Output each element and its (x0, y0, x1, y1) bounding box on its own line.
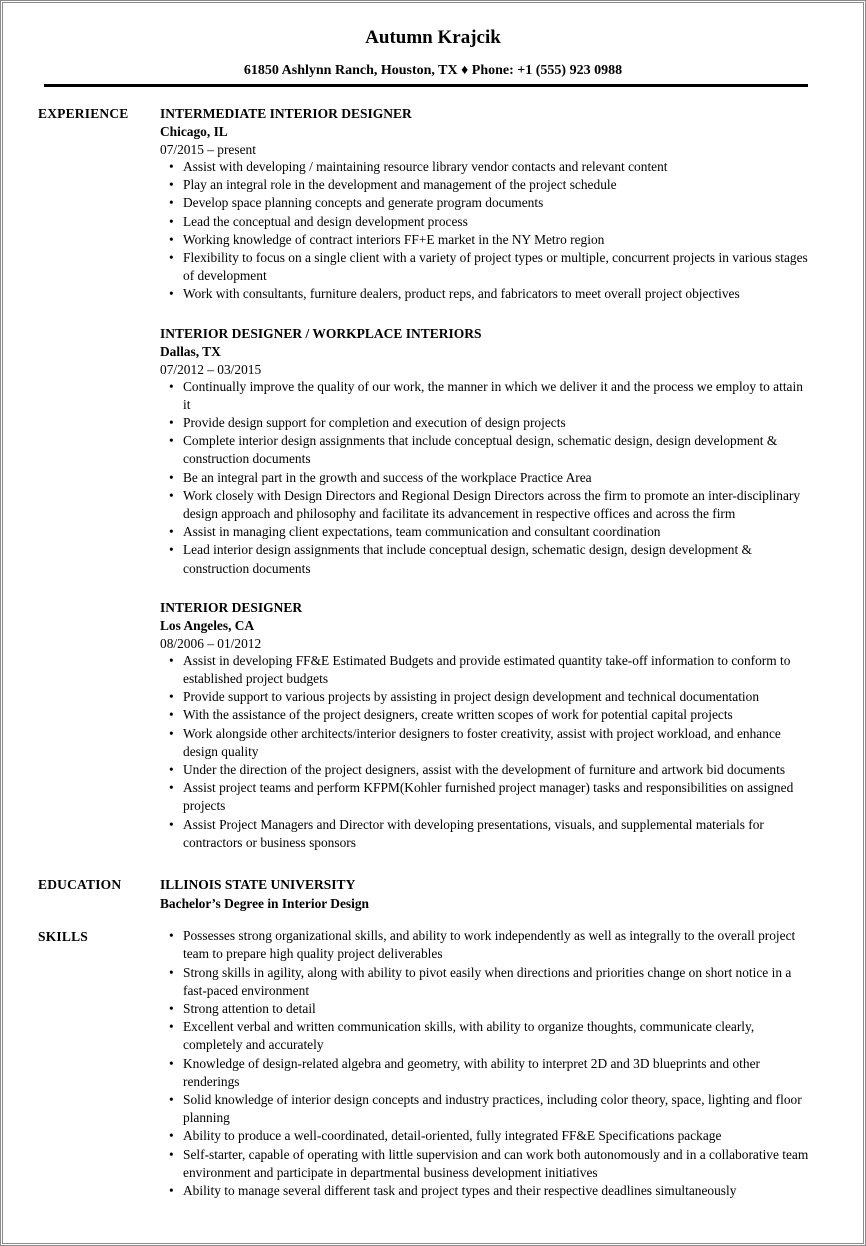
bullet-item: • Assist with developing / maintaining resource library vendor contacts and relevant content (160, 158, 813, 176)
person-name: Autumn Krajcik (365, 27, 501, 48)
resume-header (3, 27, 863, 87)
bullet-item: • Provide support to various projects by assisting in project design development and technical documentation (160, 688, 813, 706)
bullet-item: • Strong skills in agility, along with ability to pivot easily when directions and priorities change on short notice in a fast-paced environment (160, 964, 813, 1000)
bullet-item: • Knowledge of design-related algebra and geometry, with ability to interpret 2D and 3D blueprints and other renderings (160, 1055, 813, 1091)
header-divider (44, 84, 808, 87)
bullet-item: • Work with consultants, furniture dealers, product reps, and fabricators to meet overall project objectives (160, 285, 813, 303)
job-bullet-list (160, 652, 813, 852)
bullet-item: • Solid knowledge of interior design concepts and industry practices, including color theory, space, lighting and floor planning (160, 1091, 813, 1127)
education-degree: Bachelor’s Degree in Interior Design (160, 896, 369, 912)
section-experience (38, 104, 813, 304)
bullet-item: • Play an integral role in the development and management of the project schedule (160, 176, 813, 194)
education-label: EDUCATION (38, 877, 122, 893)
education-entry (160, 875, 813, 913)
bullet-item: • Lead the conceptual and design development process (160, 213, 813, 231)
job-location: Dallas, TX (160, 343, 221, 359)
education-school: ILLINOIS STATE UNIVERSITY (160, 877, 356, 893)
bullet-item: • Working knowledge of contract interiors FF+E market in the NY Metro region (160, 231, 813, 249)
experience-label: EXPERIENCE (38, 106, 129, 121)
bullet-item: • Self-starter, capable of operating with little supervision and can work both autonomously and in a collaborative team environment and participate in departmental business development initiatives (160, 1146, 813, 1182)
bullet-item: • Possesses strong organizational skills, and ability to work independently as well as integrally to the overall project team to prepare high quality project deliverables (160, 927, 813, 963)
bullet-item: • Provide design support for completion and execution of design projects (160, 414, 813, 432)
bullet-item: • With the assistance of the project designers, create written scopes of work for potential capital projects (160, 706, 813, 724)
job-bullet-list (160, 158, 813, 304)
job-title: INTERIOR DESIGNER (160, 599, 303, 615)
contact-line: 61850 Ashlynn Ranch, Houston, TX ♦ Phone: +1 (555) 923 0988 (243, 63, 623, 78)
bullet-item: • Assist Project Managers and Director with developing presentations, visuals, and supplemental materials for contractors or business sponsors (160, 816, 813, 852)
bullet-item: • Flexibility to focus on a single client with a variety of project types or multiple, concurrent projects in various stages of development (160, 249, 813, 285)
job-title: INTERMEDIATE INTERIOR DESIGNER (160, 106, 412, 121)
bullet-item: • Under the direction of the project designers, assist with the development of furniture and artwork bid documents (160, 761, 813, 779)
bullet-item: • Work closely with Design Directors and Regional Design Directors across the firm to promote an inter-disciplinary design approach and philosophy and facilitate its advancement in respective offices and across the firm (160, 487, 813, 523)
job-entry (160, 324, 813, 578)
job-entry (160, 598, 813, 852)
bullet-item: • Lead interior design assignments that include conceptual design, schematic design, design development & construction documents (160, 541, 813, 577)
bullet-item: • Assist in developing FF&E Estimated Budgets and provide estimated quantity take-off information to conform to established project budgets (160, 652, 813, 688)
section-experience-job2 (38, 324, 813, 578)
bullet-item: • Assist project teams and perform KFPM(Kohler furnished project manager) tasks and responsibilities on assigned projects (160, 779, 813, 815)
skills-bullet-list (160, 927, 813, 1200)
skills-label: SKILLS (38, 929, 88, 945)
section-experience-job3 (38, 598, 813, 852)
job-dates: 08/2006 – 01/2012 (160, 635, 262, 651)
section-skills (38, 927, 813, 1200)
bullet-item: • Assist in managing client expectations, team communication and consultant coordination (160, 523, 813, 541)
job-location: Los Angeles, CA (160, 617, 255, 633)
bullet-item: • Ability to manage several different task and project types and their respective deadlines simultaneously (160, 1182, 813, 1200)
bullet-item: • Complete interior design assignments that include conceptual design, schematic design, design development & construction documents (160, 432, 813, 468)
bullet-item: • Continually improve the quality of our work, the manner in which we deliver it and the process we employ to attain it (160, 378, 813, 414)
section-education (38, 875, 813, 913)
bullet-item: • Excellent verbal and written communication skills, with ability to organize thoughts, communicate clearly, completely and accurately (160, 1018, 813, 1054)
job-bullet-list (160, 378, 813, 578)
job-entry (160, 104, 813, 304)
bullet-item: • Be an integral part in the growth and success of the workplace Practice Area (160, 469, 813, 487)
resume-body (3, 104, 863, 1200)
bullet-item: • Work alongside other architects/interior designers to foster creativity, assist with project workload, and enhance design quality (160, 725, 813, 761)
job-dates: 07/2015 – present (160, 142, 256, 157)
bullet-item: • Strong attention to detail (160, 1000, 813, 1018)
job-location: Chicago, IL (160, 124, 228, 139)
bullet-item: • Ability to produce a well-coordinated, detail-oriented, fully integrated FF&E Specifications package (160, 1127, 813, 1145)
bullet-item: • Develop space planning concepts and generate program documents (160, 194, 813, 212)
job-title: INTERIOR DESIGNER / WORKPLACE INTERIORS (160, 325, 482, 341)
job-dates: 07/2012 – 03/2015 (160, 361, 262, 377)
